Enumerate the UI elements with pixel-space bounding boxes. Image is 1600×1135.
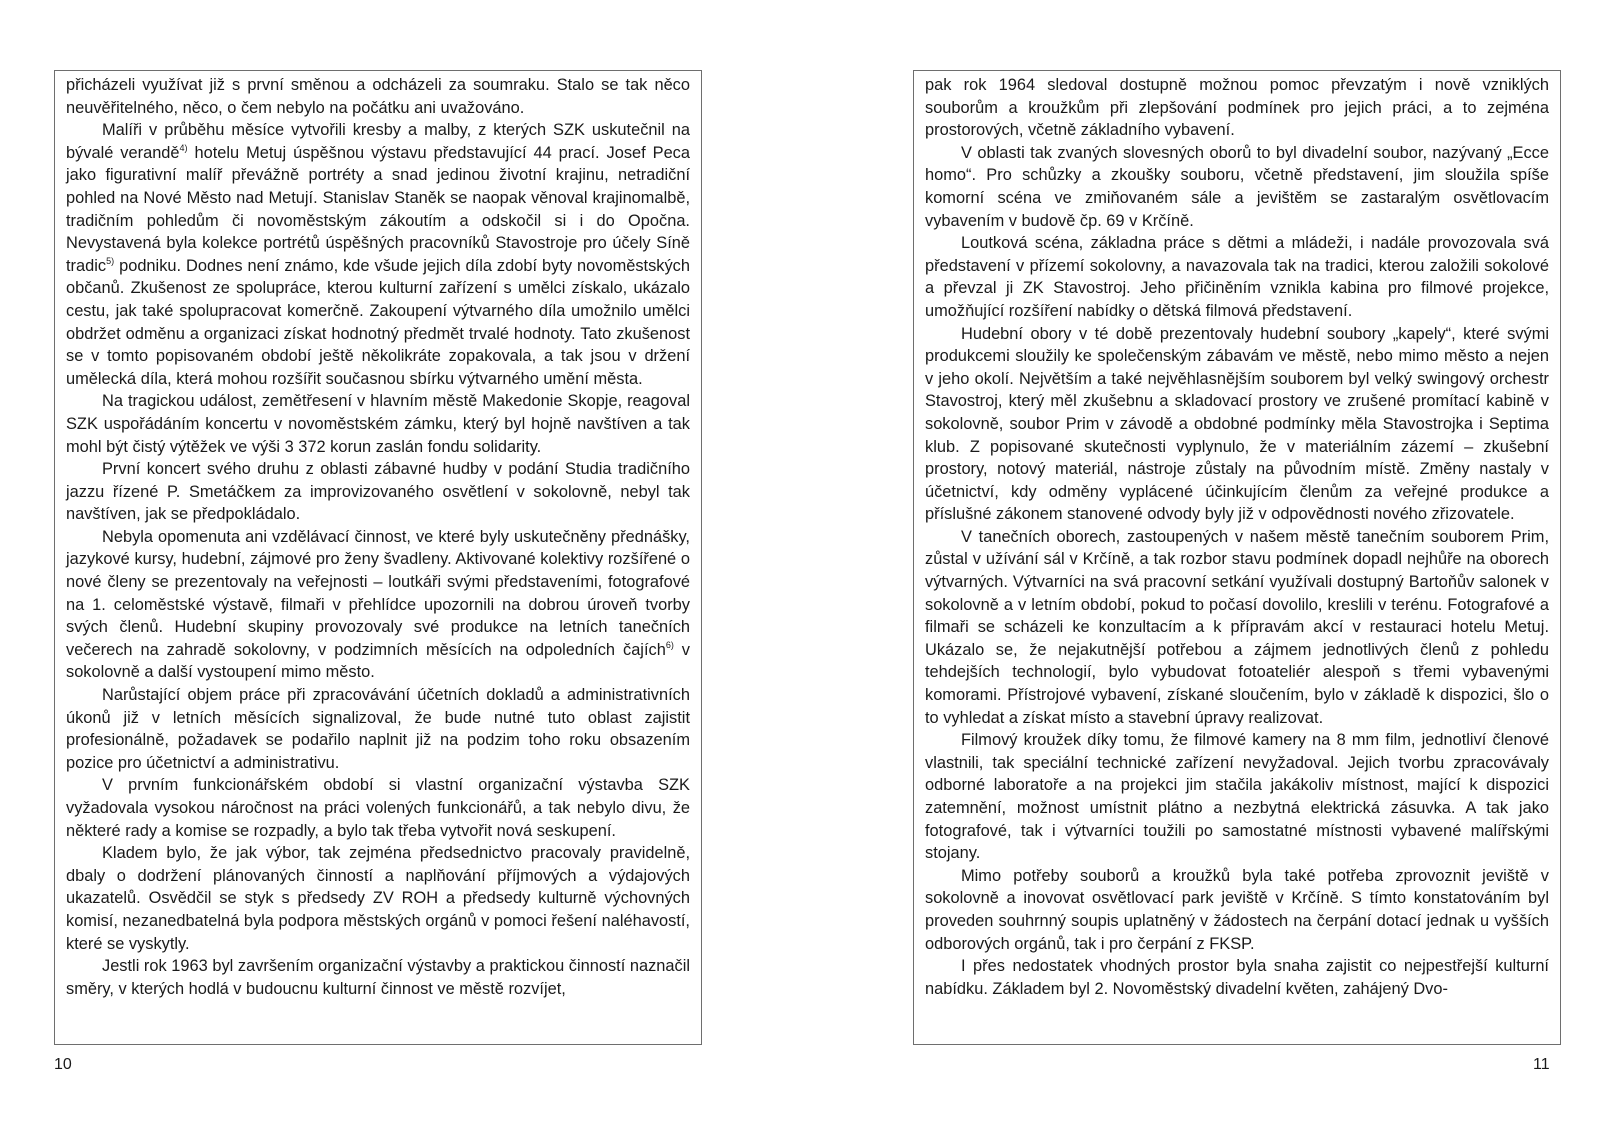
- footnote-ref: 6): [665, 639, 674, 650]
- paragraph: [66, 684, 690, 774]
- right-page-number: 11: [1533, 1056, 1550, 1073]
- text-run: Hudební obory v té době prezentovaly hudební soubory „kapely“, které svými produkcemi sloužily ke společenským zábavám ve městě, nebo mimo město a nejen v jeho okolí. Největším a také nejvěhlasnějším souborem byl velký swingový orchestr Stavostroj, který měl zkušebnu a skladovací prostory ve zrušené promítací kabině v sokolovně, soubor Prim v závodě a obdobné podmínky měla Stavostrojka i Septima klub. Z popisované skutečnosti vyplynulo, že v materiálním zázemí – zkušební prostory, notový materiál, nástroje zůstaly na původním místě. Změny nastaly v účetnictví, kdy odměny vyplácené účinkujícím členům za veřejné produkce a příslušné zákonem stanovené odvody byly již v odpovědnosti nového zřizovatele.: [925, 324, 1549, 524]
- paragraph: [925, 323, 1549, 526]
- paragraph: [925, 955, 1549, 1000]
- paragraph: [66, 390, 690, 458]
- right-page-text-frame: [913, 70, 1561, 1045]
- paragraph: [66, 955, 690, 1000]
- text-run: Malíři v průběhu měsíce vytvořili kresby a malby, z kterých SZK uskutečnil na bývalé verandě: [66, 121, 690, 162]
- text-run: Mimo potřeby souborů a kroužků byla také potřeba zprovoznit jeviště v sokolovně a inovovat osvětlovací park jeviště v Krčíně. S tímto konstatováním byl proveden souhrnný soupis uplatněný v žádostech na čerpání dotací jednak u vyšších odborových orgánů, tak i pro čerpání z FKSP.: [925, 866, 1549, 953]
- paragraph: [66, 458, 690, 526]
- paragraph: [925, 865, 1549, 955]
- text-run: podniku. Dodnes není známo, kde všude jejich díla zdobí byty novoměstských občanů. Zkušenost ze spolupráce, kterou kulturní zařízení s umělci získalo, ukázalo cestu, jak také spolupracovat komerčně. Zakoupení výtvarného díla umožnilo umělci obdržet odměnu a organizaci získat hodnotný předmět trvalé hodnoty. Tato zkušenost se v tomto popisovaném období ještě několikráte zopakovala, a tak jsou v držení umělecká díla, která mohou rozšířit současnou sbírku výtvarného umění města.: [66, 256, 690, 388]
- text-run: Na tragickou událost, zemětřesení v hlavním městě Makedonie Skopje, reagoval SZK uspořádáním koncertu v novoměstském zámku, který byl hojně navštíven a tak mohl být čistý výtěžek ve výši 3 372 korun zaslán fondu solidarity.: [66, 392, 690, 456]
- text-run: v sokolovně a další vystoupení mimo město.: [66, 640, 691, 682]
- paragraph: [925, 526, 1549, 729]
- text-run: V tanečních oborech, zastoupených v našem městě tanečním souborem Prim, zůstal v užívání sál v Krčíně, a tak rozbor stavu podmínek dopadl nejhůře na oborech výtvarných. Výtvarníci na svá pracovní setkání využívali dostupný Bartoňův salonek v sokolovně a v letním období, pokud to počasí dovolilo, kreslili v terénu. Fotografové a filmaři se scházeli ke konzultacím a k přípravám akcí v restauraci hotelu Metuj. Ukázalo se, že nejakutnější potřebou a zájmem jednotlivých členů z pohledu tehdejších technologií, bylo vybudovat fotoateliér alespoň s třemi vybavenými komorami. Přístrojové vybavení, získané sloučením, bylo v základě k dispozici, šlo o to vyhledat a získat místo a stavební úpravy realizovat.: [925, 527, 1549, 727]
- paragraph: [925, 729, 1549, 865]
- paragraph: [925, 232, 1549, 322]
- text-run: Loutková scéna, základna práce s dětmi a mládeži, i nadále provozovala svá představení v přízemí sokolovny, a navazovala tak na tradici, kterou založili sokolové a převzal ji ZK Stavostroj. Jeho přičiněním vznikla kabina pro filmové projekce, umožňující rozšíření nabídky o dětská filmová představení.: [925, 234, 1549, 320]
- text-run: Narůstající objem práce při zpracovávání účetních dokladů a administrativních úkonů již v letních měsících signalizoval, že bude nutné tuto oblast zajistit profesionálně, požadavek se podařilo naplnit již na podzim toho roku obsazením pozice pro účetnictví a administrativu.: [66, 686, 690, 772]
- paragraph: [66, 842, 690, 955]
- paragraph: [66, 74, 690, 119]
- text-run: Nebyla opomenuta ani vzdělávací činnost, ve které byly uskutečněny přednášky, jazykové kursy, hudební, zájmové pro ženy švadleny. Aktivované kolektivy rozšířené o nové členy se prezentovaly na veřejnosti – loutkáři svými představeními, fotografové na 1. celoměstské výstavě, filmaři v přehlídce upozornili na dobrou úroveň tvorby svých členů. Hudební skupiny provozovaly své produkce na letních tanečních večerech na zahradě sokolovny, v podzimních měsících na odpoledních čajích: [66, 527, 690, 659]
- text-run: přicházeli využívat již s první směnou a odcházeli za soumraku. Stalo se tak něco neuvěřitelného, něco, o čem nebylo na počátku ani uvažováno.: [66, 76, 690, 117]
- text-run: První koncert svého druhu z oblasti zábavné hudby v podání Studia tradičního jazzu řízené P. Smetáčkem za improvizovaného osvětlení v sokolovně, nebyl tak navštíven, jak se předpokládalo.: [66, 460, 690, 524]
- text-run: hotelu Metuj úspěšnou výstavu představující 44 prací. Josef Peca jako figurativní malíř převážně portréty a snad jedinou životní krajinu, netradiční pohled na Nové Město nad Metují. Stanislav Staněk se naopak věnoval krajinomalbě, tradičním pohledům či novoměstským zákoutím a odskočil si i do Opočna. Nevystavená byla kolekce portrétů úspěšných pracovníků Stavostroje pro účely Síně tradic: [66, 143, 690, 275]
- paragraph: [66, 774, 690, 842]
- paragraph: [66, 526, 690, 684]
- text-run: Kladem bylo, že jak výbor, tak zejména předsednictvo pracovaly pravidelně, dbaly o dodržení plánovaných činností a naplňování příjmových a výdajových ukazatelů. Osvědčil se styk s předsedy ZV ROH a předsedy kulturně výchovných komisí, nezanedbatelná byla podpora městských orgánů v pomoci řešení naléhavostí, které se vyskytly.: [66, 844, 690, 953]
- paragraph: [925, 142, 1549, 232]
- text-run: pak rok 1964 sledoval dostupně možnou pomoc převzatým i nově vzniklých souborům a kroužkům při zlepšování podmínek pro jejich práci, a to zejména prostorových, včetně základního vybavení.: [925, 76, 1549, 140]
- paragraph: [925, 74, 1549, 142]
- text-run: I přes nedostatek vhodných prostor byla snaha zajistit co nejpestřejší kulturní nabídku. Základem byl 2. Novoměstský divadelní květen, zahájený Dvo-: [925, 957, 1549, 998]
- left-page-number: 10: [54, 1056, 72, 1073]
- text-run: V prvním funkcionářském období si vlastní organizační výstavba SZK vyžadovala vysokou náročnost na práci volených funkcionářů, a tak nebylo divu, že některé rady a komise se rozpadly, a bylo tak třeba vytvořit nová seskupení.: [66, 776, 690, 840]
- text-run: Jestli rok 1963 byl završením organizační výstavby a praktickou činností naznačil směry, v kterých hodlá v budoucnu kulturní činnost ve městě rozvíjet,: [66, 957, 690, 998]
- footnote-ref: 5): [106, 255, 115, 266]
- text-run: Filmový kroužek díky tomu, že filmové kamery na 8 mm film, jednotliví členové vlastnili, tak speciální technické zařízení nevyžadoval. Jejich tvorbu zpracovávaly odborné laboratoře a na projekci jim stačila jakákoliv místnost, mající k dispozici zatemnění, možnost umístnit plátno a nezbytná elektrická zásuvka. A tak jako fotografové, tak i výtvarníci toužili po samostatné místnosti vybavené malířskými stojany.: [925, 731, 1549, 863]
- footnote-ref: 4): [179, 142, 188, 153]
- left-page-text-frame: [54, 70, 702, 1045]
- paragraph: [66, 119, 690, 390]
- text-run: V oblasti tak zvaných slovesných oborů to byl divadelní soubor, nazývaný „Ecce homo“. Pro schůzky a zkoušky souboru, včetně představení, jim sloužila spíše komorní scéna ve zmiňovaném sále a jevištěm se zastaralým osvětlovacím vybavením v budově čp. 69 v Krčíně.: [925, 143, 1549, 230]
